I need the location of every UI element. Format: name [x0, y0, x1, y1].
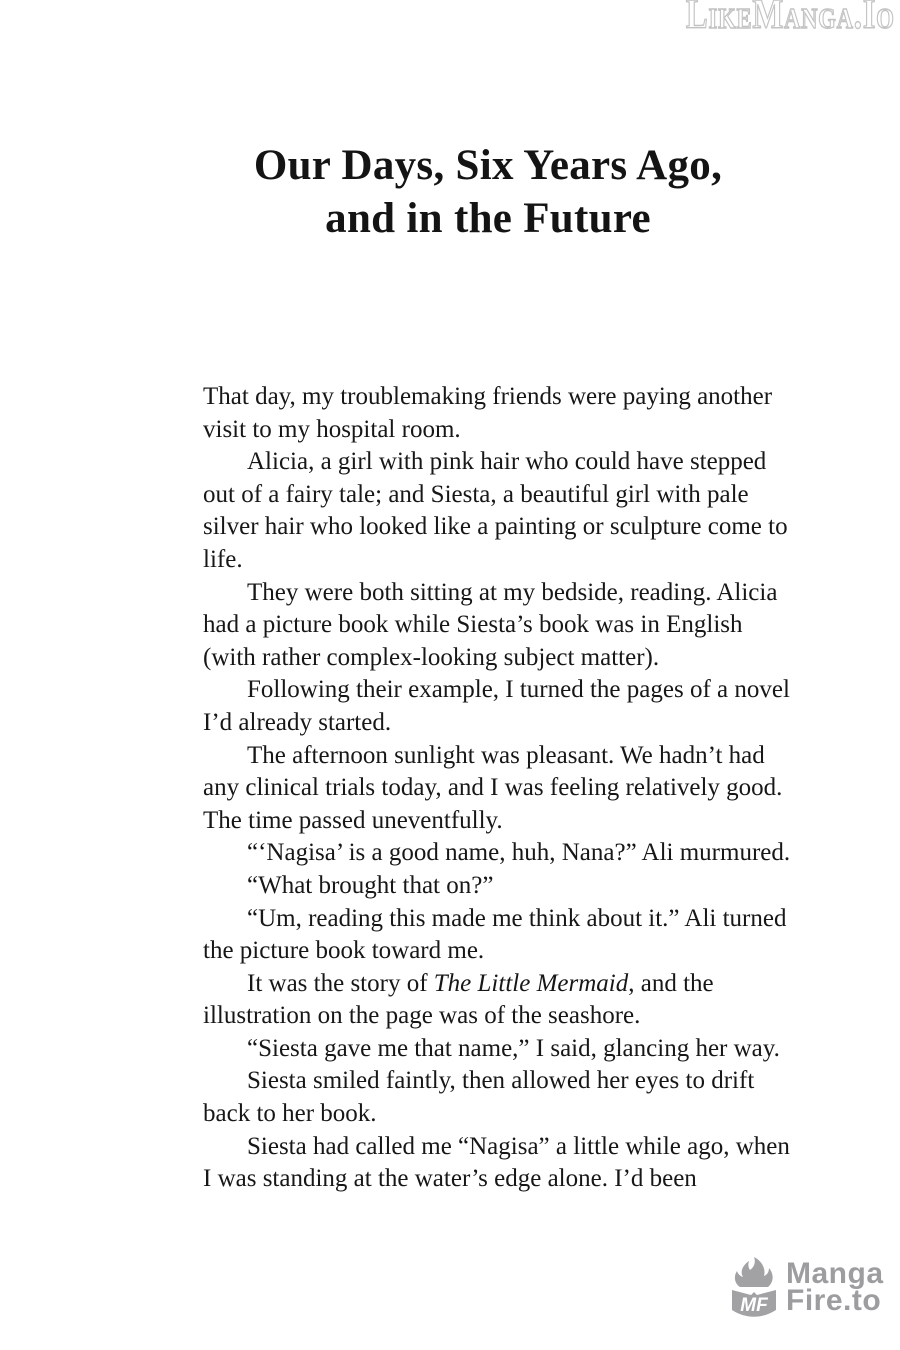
paragraph: [203, 740, 795, 838]
italic-text: The Little Mermaid: [433, 969, 629, 997]
text-segment: Siesta smiled faintly, then allowed her eyes to drift back to her book.: [203, 1067, 755, 1128]
paragraph: [203, 577, 795, 675]
text-segment: “‘Nagisa’ is a good name, huh, Nana?” Ali murmured.: [247, 839, 791, 867]
paragraph: [203, 903, 795, 968]
text-segment: Following their example, I turned the pages of a novel I’d already started.: [203, 676, 790, 736]
paragraph: [203, 870, 795, 903]
flame-book-icon: [729, 1253, 779, 1325]
text-segment: Siesta had called me “Nagisa” a little while ago, when I was standing at the water’s edge alone. I’d been: [203, 1132, 790, 1193]
logo-text-line2: Fire.to: [786, 1284, 882, 1317]
mangafire-logo: [729, 1253, 884, 1325]
text-segment: That day, my troublemaking friends were paying another visit to my hospital room.: [203, 383, 773, 443]
chapter-title: [203, 139, 773, 245]
text-segment: It was the story of: [247, 969, 434, 997]
text-segment: “Um, reading this made me think about it.” Ali turned the picture book toward me.: [203, 904, 787, 965]
paragraph: [203, 1065, 795, 1130]
paragraph: [203, 674, 795, 739]
text-segment: “Siesta gave me that name,” I said, glancing her way.: [247, 1034, 780, 1062]
chapter-title-line1: Our Days, Six Years Ago,: [253, 142, 723, 189]
text-segment: They were both sitting at my bedside, reading. Alicia had a picture book while Siesta’s book was in English (with rather complex-looking subject matter).: [203, 578, 778, 671]
logo-text-line1: Manga: [786, 1257, 884, 1290]
text-segment: The afternoon sunlight was pleasant. We hadn’t had any clinical trials today, and I was feeling relatively good. The time passed uneventfully.: [203, 741, 783, 834]
paragraph: [203, 837, 795, 870]
body-text: [203, 381, 795, 1196]
logo-monogram: MF: [740, 1295, 768, 1316]
likemanga-watermark: LikeManga.Io: [686, 0, 895, 38]
text-segment: Alicia, a girl with pink hair who could have stepped out of a fairy tale; and Siesta, a beautiful girl with pale silver hair who looked like a painting or sculpture come to life.: [203, 448, 788, 573]
text-segment: , and the illustration on the page was of the seashore.: [203, 969, 714, 1030]
paragraph: [203, 1131, 795, 1196]
paragraph: [203, 968, 795, 1033]
logo-text: [786, 1257, 884, 1317]
paragraph: [203, 1033, 795, 1066]
paragraph: [203, 446, 795, 576]
text-segment: “What brought that on?”: [247, 871, 494, 899]
chapter-title-line2: and in the Future: [325, 195, 651, 242]
paragraph: [203, 381, 795, 446]
